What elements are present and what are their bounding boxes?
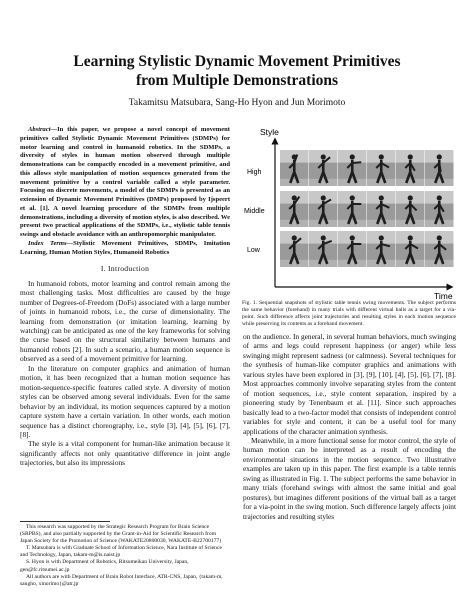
snapshot-frame	[425, 191, 454, 227]
row-high-photos	[280, 150, 454, 186]
snapshot-frame	[425, 150, 454, 186]
snapshot-frame	[280, 231, 309, 267]
snapshot-frame	[425, 231, 454, 267]
title-line-1: Learning Stylistic Dynamic Movement Primitives	[73, 53, 401, 70]
snapshot-frame	[280, 191, 309, 227]
intro-para-3: The style is a vital component for human-like animation because it significantly affects not only quantitative difference in joint angle trajectories, but also its impressions	[20, 439, 230, 468]
footnote-rule	[20, 521, 110, 522]
row-label-middle: Middle	[244, 208, 265, 215]
snapshot-frame	[309, 191, 338, 227]
right-column	[243, 332, 456, 521]
row-middle-photos	[280, 191, 454, 227]
right-para-1: on the audience. In general, in several human behaviors, much swinging of arms and legs could represent happiness (or anger) while less swinging might represent sadness (or calmness). Several techniques for the synthesis of human-like computer graphics and animations with various styles have been explored in [3], [9], [10], [4], [5], [6], [7], [8]. Most approaches commonly involve separating styles from the content of motion sequences, i.e., style content separation, inspired by a pioneering study by Tenenbaum et al. [11]. Since such approaches basically lead to a two-factor model that consists of independent control variables for style and content, it can be a useful tool for many applications of the character animation synthesis.	[243, 332, 456, 436]
snapshot-frame	[367, 191, 396, 227]
snapshot-frame	[280, 150, 309, 186]
row-low-photos	[280, 231, 454, 267]
footnote-author-2: S. Hyon is with Department of Robotics, Ritsumeikan University, Japan, gen@fc.ritsumei.ac.jp	[20, 559, 189, 573]
intro-para-2: In the literature on computer graphics and animation of human motion, it has been recognized that a human motion sequence has motion-sequence-specific features called style. A diversity of motion styles can be observed among several individuals. Even for the same behavior by an individual, its motion sequences captured by a motion capture system have a certain variation. In other words, each motion sequence has a distinct choreography, i.e., style [3], [4], [5], [6], [7], [8].	[20, 363, 230, 439]
paper-title	[0, 52, 474, 90]
authors: Takamitsu Matsubara, Sang-Ho Hyon and Jun Morimoto	[128, 98, 346, 108]
snapshot-frame	[309, 150, 338, 186]
snapshot-frame	[338, 191, 367, 227]
abstract-body: In this paper, we propose a novel concept of movement primitives called Stylistic Dynamic Movement Primitives (SDMPs) for motor learning and control in humanoid robotics. In the SDMPs, a diversity of styles in human motion observed through multiple demonstrations can be compactly encoded in a movement primitive, and this allows style manipulation of motion sequences generated from the movement primitive by a control variable called a style parameter. Focusing on discrete movements, a model of the SDMPs is presented as an extension of Dynamic Movement Primitives (DMPs) proposed by Ijspeert et al. [1]. A novel learning procedure of the SDMPs from multiple demonstrations, including a diversity of motion styles, is also described. We present two practical applications of the SDMPs, i.e., stylistic table tennis swings and obstacle avoidance with an anthropomorphic manipulator.	[20, 126, 230, 238]
figure-1	[242, 125, 458, 300]
abstract-label: Abstract—	[28, 126, 58, 133]
row-label-low: Low	[247, 247, 260, 254]
figure-caption: Fig. 1. Sequential snapshots of stylistic table tennis swing movements. The subject performs the same behavior (forehand) in many trials with different virtual balls as a target for a via-point. Such difference affects joint trajectories and resulting styles in each motion sequence while preserving its contents as a forehand movement.	[242, 300, 456, 327]
row-label-high: High	[247, 169, 262, 176]
snapshot-frame	[396, 231, 425, 267]
left-column	[20, 126, 230, 468]
footnote-all-authors: All authors are with Department of Brain Robot Interface, ATR-CNS, Japan, {takam-m, sangho, xmorimo}@atr.jp	[20, 573, 223, 587]
snapshot-frame	[309, 231, 338, 267]
snapshot-frame	[338, 231, 367, 267]
right-para-2: Meanwhile, in a more functional sense for motor control, the style of human motion can be interpreted as a result of encoding the environmental situations in the motion sequence. Two illustrative examples are taken up in this paper. The first example is a table tennis swing as illustrated in Fig. 1. The subject performs the same behavior in many trials (forehand swings with almost the same initial and goal postures), but imagines different positions of the virtual ball as a target for a via-point in the swing motion. Such difference largely affects joint trajectories and resulting styles	[243, 435, 456, 521]
abstract	[20, 126, 230, 257]
snapshot-frame	[367, 150, 396, 186]
footnotes	[20, 524, 230, 588]
index-terms-body: Stylistic Movement Primitives, SDMPs, Imitation Learning, Human Motion Styles, Humanoid Robotics	[20, 239, 230, 256]
index-terms-label: Index Terms—	[28, 239, 74, 247]
snapshot-frame	[396, 191, 425, 227]
snapshot-frame	[338, 150, 367, 186]
snapshot-frame	[367, 231, 396, 267]
title-line-2: from Multiple Demonstrations	[135, 72, 339, 89]
section-heading: I. Introduction	[100, 264, 150, 274]
time-axis-label: Time	[434, 291, 453, 300]
footnote-author-1: T. Matsubara is with Graduate School of Information Science, Nara Institute of Science and Technology, Japan, takam-m@is.naist.jp	[20, 545, 222, 559]
style-axis-label: Style	[260, 127, 279, 137]
intro-para-1: In humanoid robots, motor learning and control remain among the most challenging tasks. Most difficulties are caused by the huge number of Degrees-of-Freedom (DoFs) associated with a large number of joints in humanoid robots, i.e., the curse of dimensionality. The learning from demonstration (or imitation learning, learning by watching) can be anticipated as one of the key frameworks for solving the curse based on the structural similarity between humans and humanoid robots [2]. In such a scenario, a human motion sequence is observed as a seed of a movement primitive for learning.	[20, 278, 230, 364]
snapshot-frame	[396, 150, 425, 186]
footnote-funding: This research was supported by the Strategic Research Program for Brain Science (SRPBS), and also partially supported by the Grant-in-Aid for Scientific Research from Japan Society for the Promotion of Science (WAKATE20800030, WAKATE-B22700177)	[20, 524, 222, 545]
